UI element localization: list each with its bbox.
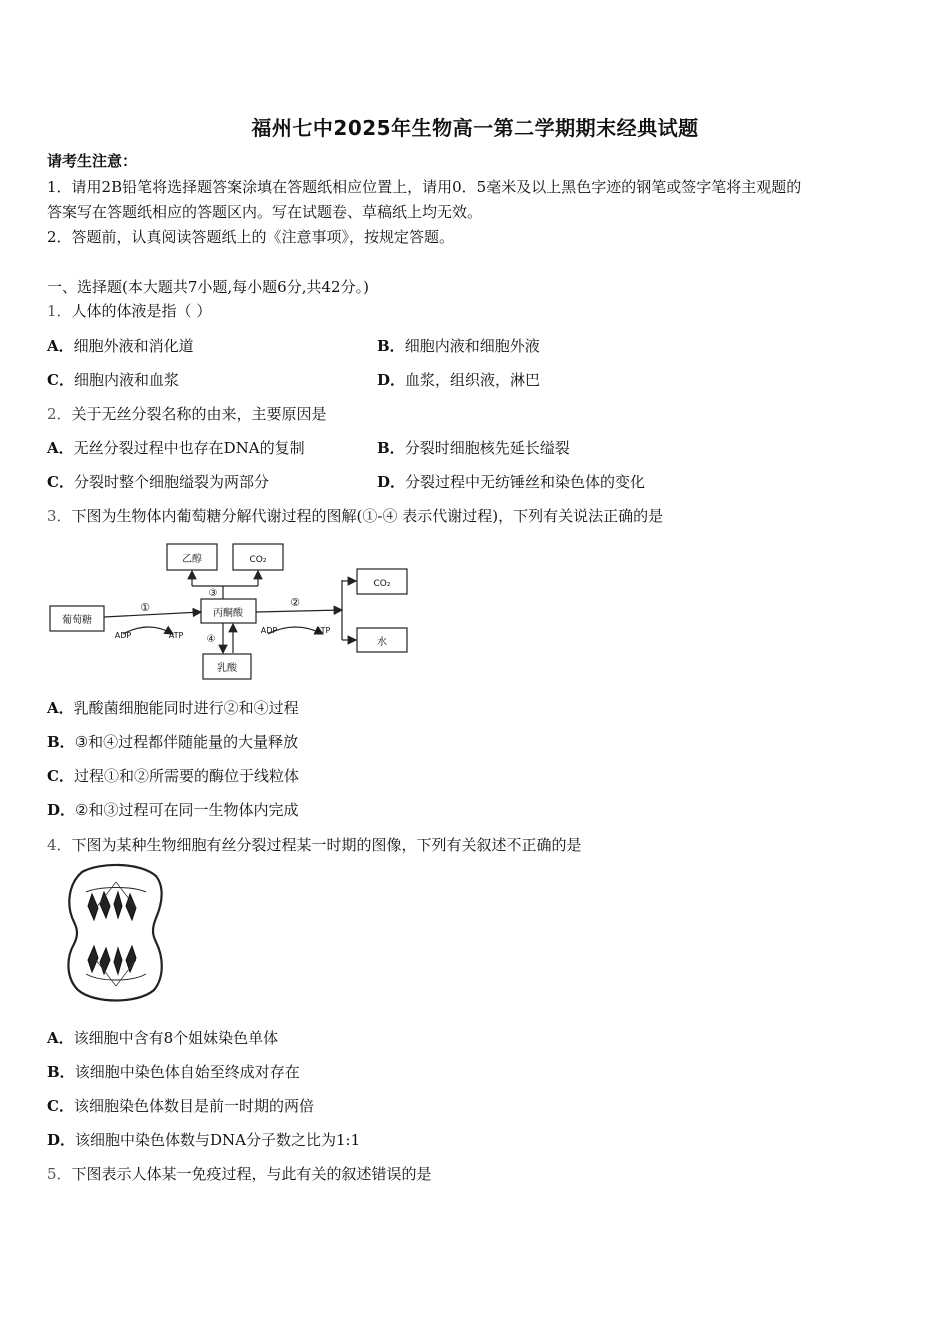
option-label: D． bbox=[377, 473, 406, 491]
option-3d[interactable] bbox=[47, 800, 298, 820]
option-1c[interactable] bbox=[47, 370, 179, 390]
atp-label-1: ATP bbox=[168, 631, 184, 640]
step4-label: ④ bbox=[206, 634, 216, 645]
chromosome bbox=[114, 948, 122, 974]
option-text: 分裂时整个细胞缢裂为两部分 bbox=[73, 473, 269, 491]
option-label: A． bbox=[47, 1029, 74, 1047]
arrow-step1 bbox=[104, 612, 201, 617]
option-2c[interactable] bbox=[47, 472, 269, 492]
option-label: D． bbox=[47, 1131, 76, 1149]
option-label: B． bbox=[47, 1063, 75, 1081]
option-text: 该细胞中染色体自始至终成对存在 bbox=[74, 1063, 300, 1081]
option-2a[interactable] bbox=[47, 438, 305, 458]
mitosis-cell-image bbox=[60, 862, 172, 1006]
question-text: 关于无丝分裂名称的由来，主要原因是 bbox=[71, 405, 327, 423]
option-text: 细胞内液和血浆 bbox=[73, 371, 179, 389]
option-4d[interactable] bbox=[47, 1130, 360, 1150]
option-3c[interactable] bbox=[47, 766, 299, 786]
spindle-top bbox=[86, 888, 146, 893]
arrow-step2 bbox=[256, 610, 342, 612]
chromosome bbox=[88, 946, 98, 972]
question-number: 2． bbox=[47, 405, 72, 423]
question-number: 1． bbox=[47, 302, 72, 320]
option-label: A． bbox=[47, 337, 74, 355]
option-text: ②和③过程可在同一生物体内完成 bbox=[75, 801, 299, 819]
option-1a[interactable] bbox=[47, 336, 194, 356]
option-text: 分裂时细胞核先延长缢裂 bbox=[404, 439, 570, 457]
option-text: 该细胞中含有8个姐妹染色单体 bbox=[73, 1029, 279, 1047]
option-1d[interactable] bbox=[377, 370, 540, 390]
option-label: C． bbox=[47, 1097, 74, 1115]
option-4a[interactable] bbox=[47, 1028, 278, 1048]
section-heading: 一、选择题(本大题共7小题,每小题6分,共42分。) bbox=[47, 278, 369, 296]
chromosome bbox=[126, 946, 136, 972]
step2-label: ② bbox=[290, 596, 300, 609]
atp-label-2: ATP bbox=[315, 626, 331, 635]
question-5-stem bbox=[47, 1164, 432, 1184]
pyruvate-label: 丙酮酸 bbox=[213, 608, 243, 619]
option-text: 血浆，组织液，淋巴 bbox=[405, 371, 541, 389]
water-label: 水 bbox=[377, 637, 387, 648]
notice-heading: 请考生注意： bbox=[47, 152, 138, 170]
chromosome bbox=[114, 892, 122, 918]
option-2d[interactable] bbox=[377, 472, 645, 492]
question-number: 3． bbox=[47, 507, 72, 525]
notice-item2: 2．答题前，认真阅读答题纸上的《注意事项》，按规定答题。 bbox=[47, 228, 455, 246]
question-text: 下图为某种生物细胞有丝分裂过程某一时期的图像，下列有关叙述不正确的是 bbox=[71, 836, 582, 854]
question-text: 下图表示人体某一免疫过程，与此有关的叙述错误的是 bbox=[71, 1165, 432, 1183]
option-text: 无丝分裂过程中也存在DNA的复制 bbox=[73, 439, 305, 457]
co2-top-label: CO₂ bbox=[249, 555, 267, 565]
option-label: D． bbox=[47, 801, 76, 819]
ethanol-label: 乙醇 bbox=[182, 554, 202, 565]
question-2-stem bbox=[47, 404, 327, 424]
glucose-label: 葡萄糖 bbox=[62, 615, 92, 626]
glucose-metabolism-diagram bbox=[45, 540, 415, 682]
option-4c[interactable] bbox=[47, 1096, 314, 1116]
step3-label: ③ bbox=[208, 588, 218, 599]
option-text: 细胞外液和消化道 bbox=[73, 337, 194, 355]
option-text: 乳酸菌细胞能同时进行②和④过程 bbox=[73, 699, 299, 717]
question-text: 下图为生物体内葡萄糖分解代谢过程的图解(①-④ 表示代谢过程)，下列有关说法正确的是 bbox=[71, 507, 664, 525]
co2-right-label: CO₂ bbox=[373, 579, 391, 589]
option-label: C． bbox=[47, 473, 74, 491]
option-text: 该细胞染色体数目是前一时期的两倍 bbox=[73, 1097, 314, 1115]
option-label: A． bbox=[47, 699, 74, 717]
notice-item1-line1: 1．请用2B铅笔将选择题答案涂填在答题纸相应位置上，请用0．5毫米及以上黑色字迹的钢笔或签字笔将主观题的 bbox=[47, 178, 802, 196]
lactate-label: 乳酸 bbox=[217, 663, 237, 674]
option-4b[interactable] bbox=[47, 1062, 300, 1082]
question-number: 5． bbox=[47, 1165, 72, 1183]
option-2b[interactable] bbox=[377, 438, 570, 458]
question-number: 4． bbox=[47, 836, 72, 854]
option-label: C． bbox=[47, 371, 74, 389]
option-label: D． bbox=[377, 371, 406, 389]
adp-label-2: ADP bbox=[260, 626, 278, 635]
option-label: C． bbox=[47, 767, 74, 785]
option-text: 分裂过程中无纺锤丝和染色体的变化 bbox=[405, 473, 646, 491]
option-label: B． bbox=[377, 337, 405, 355]
adp-label-1: ADP bbox=[114, 631, 132, 640]
step1-label: ① bbox=[140, 601, 150, 614]
notice-item1-line2: 答案写在答题纸相应的答题区内。写在试题卷、草稿纸上均无效。 bbox=[47, 203, 483, 221]
page-title: 福州七中2025年生物高一第二学期期末经典试题 bbox=[251, 116, 699, 140]
option-text: 该细胞中染色体数与DNA分子数之比为1:1 bbox=[75, 1131, 361, 1149]
question-4-stem bbox=[47, 835, 582, 855]
option-3a[interactable] bbox=[47, 698, 299, 718]
option-1b[interactable] bbox=[377, 336, 540, 356]
option-label: A． bbox=[47, 439, 74, 457]
option-text: ③和④过程都伴随能量的大量释放 bbox=[74, 733, 299, 751]
option-text: 细胞内液和细胞外液 bbox=[404, 337, 540, 355]
chromosome bbox=[126, 894, 136, 920]
option-text: 过程①和②所需要的酶位于线粒体 bbox=[73, 767, 299, 785]
question-1-stem bbox=[47, 301, 211, 321]
option-label: B． bbox=[377, 439, 405, 457]
option-label: B． bbox=[47, 733, 75, 751]
option-3b[interactable] bbox=[47, 732, 298, 752]
question-text: 人体的体液是指（ ） bbox=[71, 302, 212, 320]
spindle-bottom bbox=[86, 974, 146, 980]
chromosome bbox=[100, 948, 110, 974]
question-3-stem bbox=[47, 506, 663, 526]
